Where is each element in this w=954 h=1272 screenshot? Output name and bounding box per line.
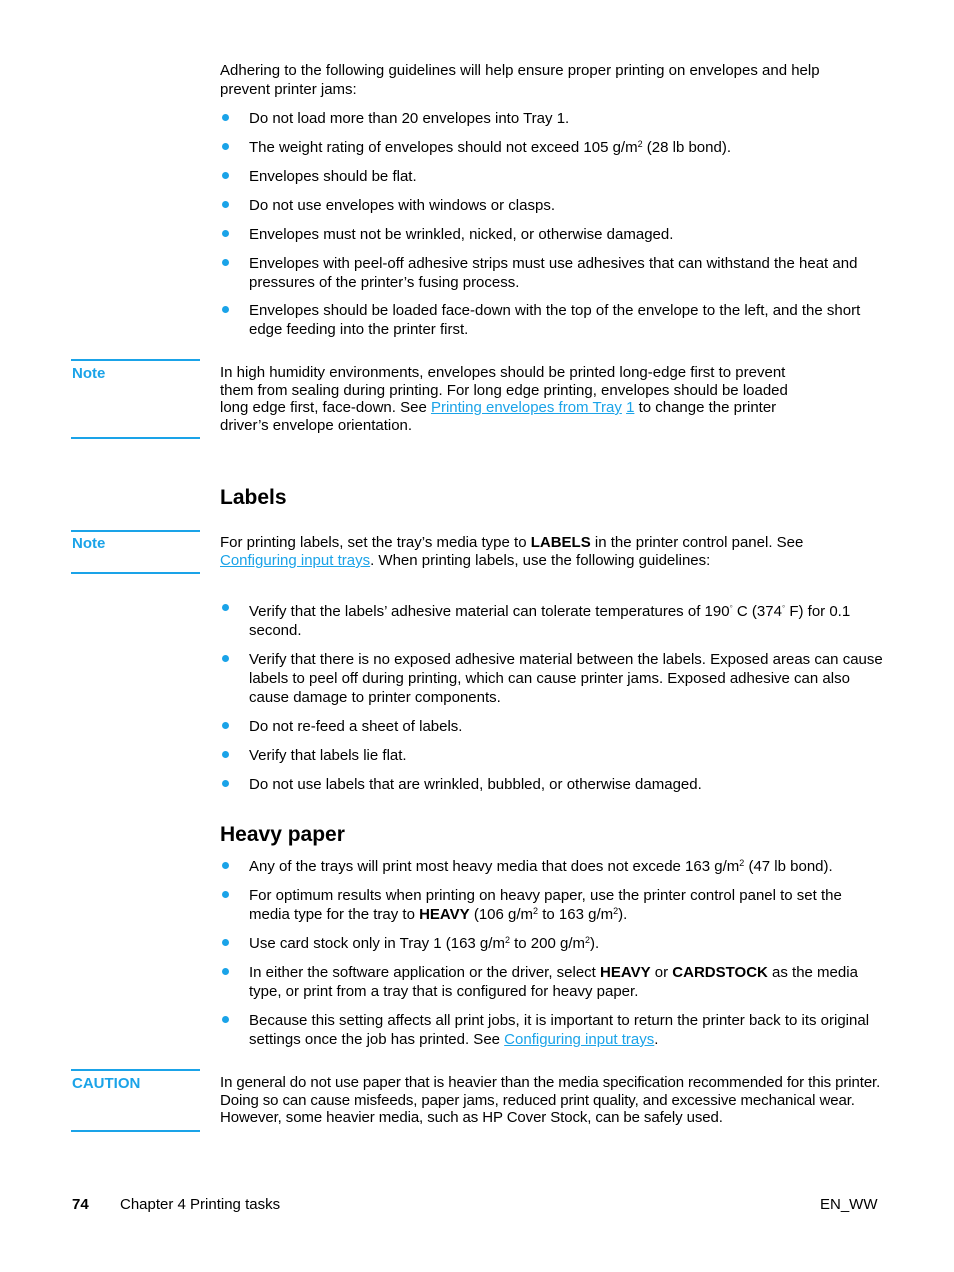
list-item: The weight rating of envelopes should not exceed 105 $g/m^2$ (28 lb bond). [220,138,886,157]
note-top-rule [71,359,200,361]
list-item: Envelopes should be flat. [220,167,886,186]
note-bottom-rule [71,437,200,439]
list-item: Because this setting affects all print jobs, it is important to return the printer back to its original settings once the job has printed. See Configuring input trays. [220,1011,886,1049]
heavy-paper-list [220,857,886,1049]
tray-1-link[interactable]: 1 [626,399,635,416]
caution-label: CAUTION [72,1075,141,1092]
labels-note-top-rule [71,530,200,532]
envelopes-intro: Adhering to the following guidelines will help ensure proper printing on envelopes and help prevent printer jams: [220,62,820,98]
labels-guidelines-list [220,599,886,794]
list-item: Envelopes should be loaded face-down with the top of the envelope to the left, and the short edge feeding into the printer first. [220,301,886,339]
list-item: Do not use envelopes with windows or clasps. [220,196,886,215]
list-item: Do not load more than 20 envelopes into Tray 1. [220,109,886,128]
list-item: Do not use labels that are wrinkled, bubbled, or otherwise damaged. [220,775,886,794]
printing-envelopes-link[interactable]: Printing envelopes from Tray [430,399,622,416]
list-item: Verify that the labels’ adhesive material can tolerate temperatures of 190° C (374° F) for 0.1 second. [220,599,886,640]
list-item: Any of the trays will print most heavy media that does not excede 163 $g/m^2$ (47 lb bond). [220,857,886,876]
page-number: 74 [72,1196,89,1213]
list-item: Verify that labels lie flat. [220,746,886,765]
edition-label: EN_WW [820,1196,878,1213]
list-item: In either the software application or the driver, select HEAVY or CARDSTOCK as the media type, or print from a tray that is configured for heavy paper. [220,963,886,1001]
note-label: Note [72,365,106,382]
labels-note-text: For printing labels, set the tray’s media type to LABELS in the printer control panel. See Configuring input trays. When printing labels, use the following guidelines: [220,534,804,569]
list-item: For optimum results when printing on heavy paper, use the printer control panel to set the media type for the tray to HEAVY (106 $g/m^2$ to 163 $g/m^2$). [220,886,886,924]
labels-heading: Labels [220,486,287,509]
list-item: Envelopes must not be wrinkled, nicked, or otherwise damaged. [220,225,886,244]
chapter-title: Chapter 4 Printing tasks [120,1196,281,1213]
labels-note-label: Note [72,535,106,552]
note-text: In high humidity environments, envelopes should be printed long-edge first to prevent them from sealing during printing. For long edge printing, envelopes should be loaded long edge first, face-down. See Printing envelopes from Tray 1 to change the printer driver’s envelope orientation. [220,364,788,434]
caution-text: In general do not use paper that is heavier than the media specification recommended for this printer. Doing so can cause misfeeds, paper jams, reduced print quality, and excessive mechanical wear. However, some heavier media, such as HP Cover Stock, can be safely used. [220,1074,881,1126]
envelope-guidelines-list [220,109,886,339]
caution-top-rule [71,1069,200,1071]
list-item: Use card stock only in Tray 1 (163 $g/m^2$ to 200 $g/m^2$). [220,934,886,953]
list-item: Do not re-feed a sheet of labels. [220,717,886,736]
configuring-input-trays-link-2[interactable]: Configuring input trays [504,1031,655,1048]
list-item: Verify that there is no exposed adhesive material between the labels. Exposed areas can cause labels to peel off during printing, which can cause printer jams. Exposed adhesive can also cause damage to printer components. [220,650,886,707]
caution-bottom-rule [71,1130,200,1132]
heavy-paper-heading: Heavy paper [220,823,345,846]
list-item: Envelopes with peel-off adhesive strips must use adhesives that can withstand the heat and pressures of the printer’s fusing process. [220,254,886,292]
configuring-input-trays-link[interactable]: Configuring input trays [220,552,371,569]
labels-note-bottom-rule [71,572,200,574]
